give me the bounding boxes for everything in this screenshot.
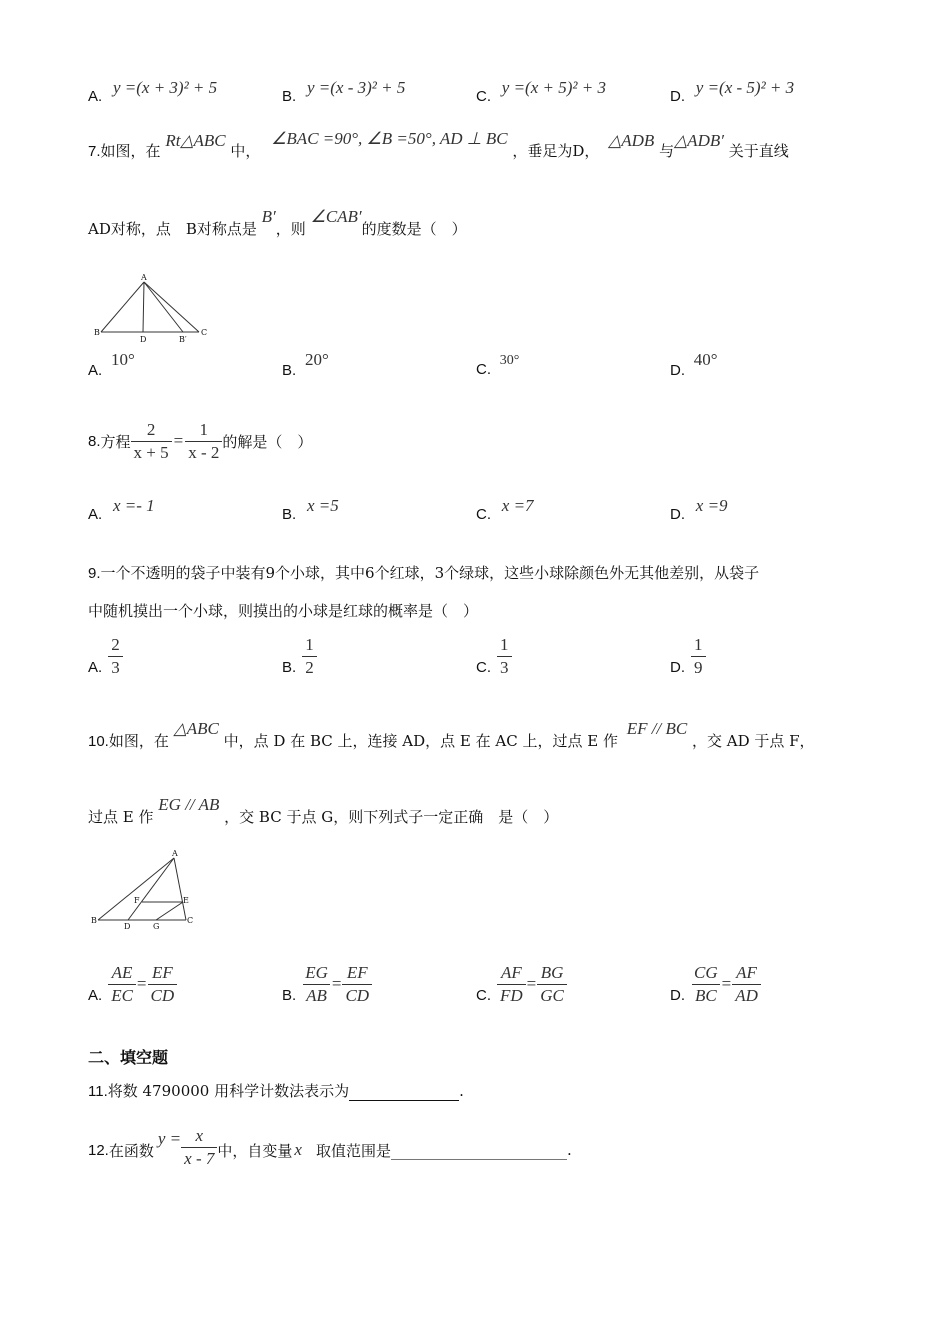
q10-label-a: A [172, 849, 178, 858]
q7-line-abp [144, 282, 183, 332]
q10-label-f: F [134, 896, 140, 905]
q10-line-ad [128, 858, 174, 920]
q10-option-a: A. $\frac{AE}{EC}$ = $\frac{EF}{CD}$ [88, 958, 177, 1010]
q12-stem: 12. 在函数 y = $\frac{x}{x - 7}$ 中，自变量 x 取值范围是 . [88, 1125, 572, 1168]
q7-option-b: B. 20° [282, 350, 329, 379]
q12-answer-blank[interactable] [391, 1141, 567, 1160]
q9-option-d: D. $\frac{1}{9}$ [670, 632, 706, 680]
q10-label-b: B [91, 916, 97, 925]
q7-figure [90, 270, 215, 350]
section-title-fill-in: 二、填空题 [88, 1048, 169, 1067]
q9-stem-line2: 中随机摸出一个小球，则摸出的小球是红球的概率是（ ） [88, 602, 479, 620]
q8-option-b: B. x =5 [282, 496, 339, 523]
q10-option-c: C. $\frac{AF}{FD}$ = $\frac{BG}{GC}$ [476, 958, 567, 1010]
q7-stem-line2: AD对称，点 B对称点是 B′，则 ∠CAB′的度数是（ ） [88, 207, 467, 238]
q9-option-c: C. $\frac{1}{3}$ [476, 632, 512, 680]
q9-option-b: B. $\frac{1}{2}$ [282, 632, 317, 680]
q10-label-d: D [124, 922, 131, 931]
q10-line-ab [98, 858, 174, 920]
q7-option-c: C. 30° [476, 353, 520, 378]
q10-stem-line2: 过点 E 作 EG // AB ，交 BC 于点 G，则下列式子一定正确 是（ ） [88, 795, 559, 826]
q7-line-ac [144, 282, 199, 332]
q11-answer-blank[interactable] [349, 1082, 459, 1101]
q8-option-d: D. x =9 [670, 496, 728, 523]
q8-option-c: C. x =7 [476, 496, 534, 523]
q7-option-d: D. 40° [670, 350, 718, 379]
q8-fraction-left: $\frac{2}{x + 5}$ [131, 419, 172, 464]
q10-stem-line1: 10.如图，在 △ABC 中，点 D 在 BC 上，连接 AD，点 E 在 AC 上，过点 E 作 EF // BC ，交 AD 于点 F， [88, 719, 815, 750]
q8-fraction-right: $\frac{1}{x - 2}$ [185, 419, 222, 464]
q10-label-g: G [153, 922, 160, 931]
q10-option-b: B. $\frac{EG}{AB}$ = $\frac{EF}{CD}$ [282, 958, 372, 1010]
q7-label-b: B [94, 328, 100, 337]
q10-figure [90, 848, 200, 933]
q6-option-d: D. y =(x - 5)² + 3 [670, 78, 795, 105]
q10-line-eg [156, 902, 183, 920]
q7-label-c: C [201, 328, 208, 337]
q9-option-a: A. $\frac{2}{3}$ [88, 632, 123, 680]
q7-option-a: A. 10° [88, 350, 135, 379]
q12-fraction: $\frac{x}{x - 7}$ [181, 1125, 217, 1170]
q6-option-a: A. y =(x + 3)² + 5 [88, 78, 218, 105]
q10-label-c: C [187, 916, 194, 925]
q8-option-a: A. x =- 1 [88, 496, 155, 523]
q7-line-ab [101, 282, 144, 332]
q7-label-d: D [140, 335, 147, 344]
q8-stem: 8. 方程 $\frac{2}{x + 5}$ = $\frac{1}{x - 2}$ 的解是（ ） [88, 419, 313, 462]
q7-label-a: A [141, 273, 147, 282]
q11-stem: 11.将数 4790000 用科学计数法表示为 . [88, 1082, 464, 1100]
q7-stem-line1: 7.如图，在 Rt△ABC 中， ∠BAC =90°, ∠B =50°, AD ⊥ BC ，垂足为D， △ADB 与△ADB′ 关于直线 [88, 129, 789, 160]
q7-line-ad [143, 282, 144, 332]
q10-label-e: E [183, 896, 189, 905]
q6-option-c: C. y =(x + 5)² + 3 [476, 78, 606, 105]
q9-stem-line1: 9.一个不透明的袋子中装有9个小球，其中6个红球，3个绿球，这些小球除颜色外无其他差别，从袋子 [88, 564, 760, 582]
q6-option-b: B. y =(x - 3)² + 5 [282, 78, 406, 105]
q7-label-bprime: B′ [179, 335, 187, 344]
q10-option-d: D. $\frac{CG}{BC}$ = $\frac{AF}{AD}$ [670, 958, 761, 1010]
q10-line-ac [174, 858, 186, 920]
